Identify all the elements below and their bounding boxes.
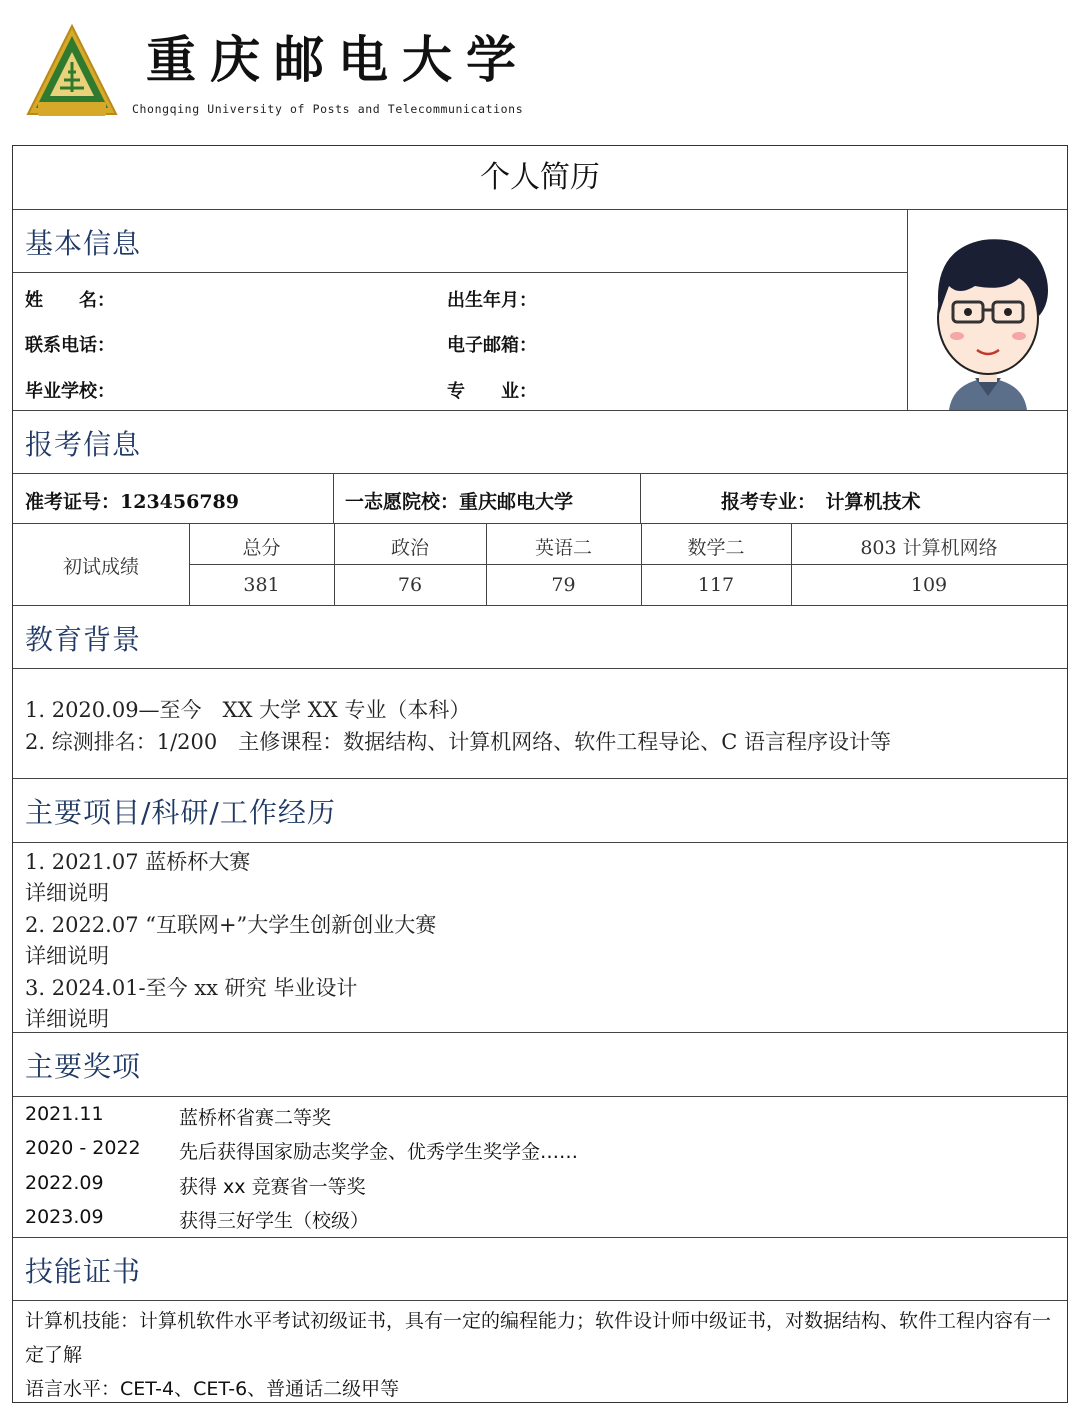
divider: [13, 1237, 1067, 1238]
divider: [13, 778, 1067, 779]
university-name-cn: 重庆邮电大学: [146, 30, 530, 89]
divider: [13, 272, 907, 273]
target-major: 报考专业： 计算机技术: [721, 491, 921, 513]
award-date: 2020 - 2022: [25, 1137, 141, 1159]
project-detail: 详细说明: [25, 944, 109, 968]
award-text: 先后获得国家励志奖学金、优秀学生奖学金……: [179, 1141, 579, 1163]
skill-computer: 计算机技能：计算机软件水平考试初级证书，具有一定的编程能力；软件设计师中级证书，对数据结构、软件工程内容有一定了解: [25, 1310, 1052, 1366]
divider: [907, 209, 908, 410]
award-text: 获得 xx 竞赛省一等奖: [179, 1176, 366, 1198]
birth-label: 出生年月：: [447, 290, 537, 311]
project-line: 1. 2021.07 蓝桥杯大赛: [25, 850, 251, 874]
divider: [13, 473, 1067, 474]
section-heading-basic: 基本信息: [25, 227, 142, 260]
divider: [13, 1300, 1067, 1301]
project-detail: 详细说明: [25, 1007, 109, 1031]
divider: [640, 473, 641, 523]
award-text: 获得三好学生（校级）: [179, 1210, 370, 1232]
skill-language: 语言水平：CET-4、CET-6、普通话二级甲等: [25, 1378, 400, 1400]
page-title: 个人简历: [480, 160, 600, 195]
major-label: 专 业：: [447, 381, 537, 402]
award-text: 蓝桥杯省赛二等奖: [179, 1107, 332, 1129]
divider: [13, 605, 1067, 606]
score-header: 政治: [390, 537, 429, 559]
divider: [13, 523, 1067, 524]
school-label: 毕业学校：: [25, 381, 115, 402]
divider: [13, 668, 1067, 669]
score-value: 117: [697, 574, 735, 596]
divider: [189, 564, 1067, 565]
score-header: 总分: [242, 537, 281, 559]
avatar: [909, 210, 1067, 410]
score-value: 76: [397, 574, 423, 596]
score-value: 381: [243, 574, 280, 596]
education-line: 1. 2020.09—至今 XX 大学 XX 专业（本科）: [25, 698, 471, 722]
divider: [13, 1032, 1067, 1033]
divider: [13, 1096, 1067, 1097]
project-line: 3. 2024.01-至今 xx 研究 毕业设计: [25, 976, 358, 1000]
section-heading-projects: 主要项目/科研/工作经历: [25, 796, 336, 829]
score-header: 数学二: [687, 537, 745, 559]
score-value: 109: [910, 574, 948, 596]
score-value: 79: [551, 574, 576, 596]
divider: [333, 473, 334, 523]
award-date: 2023.09: [25, 1206, 104, 1228]
header: [0, 0, 1080, 140]
phone-label: 联系电话：: [25, 335, 115, 356]
project-detail: 详细说明: [25, 881, 109, 905]
score-header: 803 计算机网络: [860, 537, 998, 559]
education-line: 2. 综测排名：1/200 主修课程：数据结构、计算机网络、软件工程导论、C 语言程序设计等: [25, 730, 891, 754]
award-date: 2021.11: [25, 1103, 104, 1125]
divider: [13, 410, 1067, 411]
score-header: 英语二: [534, 537, 592, 559]
score-label: 初试成绩: [62, 556, 139, 578]
section-heading-exam: 报考信息: [25, 428, 142, 461]
award-date: 2022.09: [25, 1172, 104, 1194]
name-label: 姓 名：: [25, 290, 115, 311]
resume-document: [12, 145, 1068, 1403]
section-heading-skills: 技能证书: [25, 1255, 142, 1288]
ticket-number: 准考证号：123456789: [25, 491, 239, 513]
section-heading-education: 教育背景: [25, 623, 142, 656]
section-heading-awards: 主要奖项: [25, 1050, 142, 1083]
email-label: 电子邮箱：: [447, 335, 537, 356]
project-line: 2. 2022.07 “互联网+”大学生创新创业大赛: [25, 913, 437, 937]
divider: [13, 842, 1067, 843]
target-school: 一志愿院校：重庆邮电大学: [345, 491, 574, 513]
university-name-en: Chongqing University of Posts and Telecommunications: [132, 102, 524, 116]
university-logo: [24, 22, 120, 122]
